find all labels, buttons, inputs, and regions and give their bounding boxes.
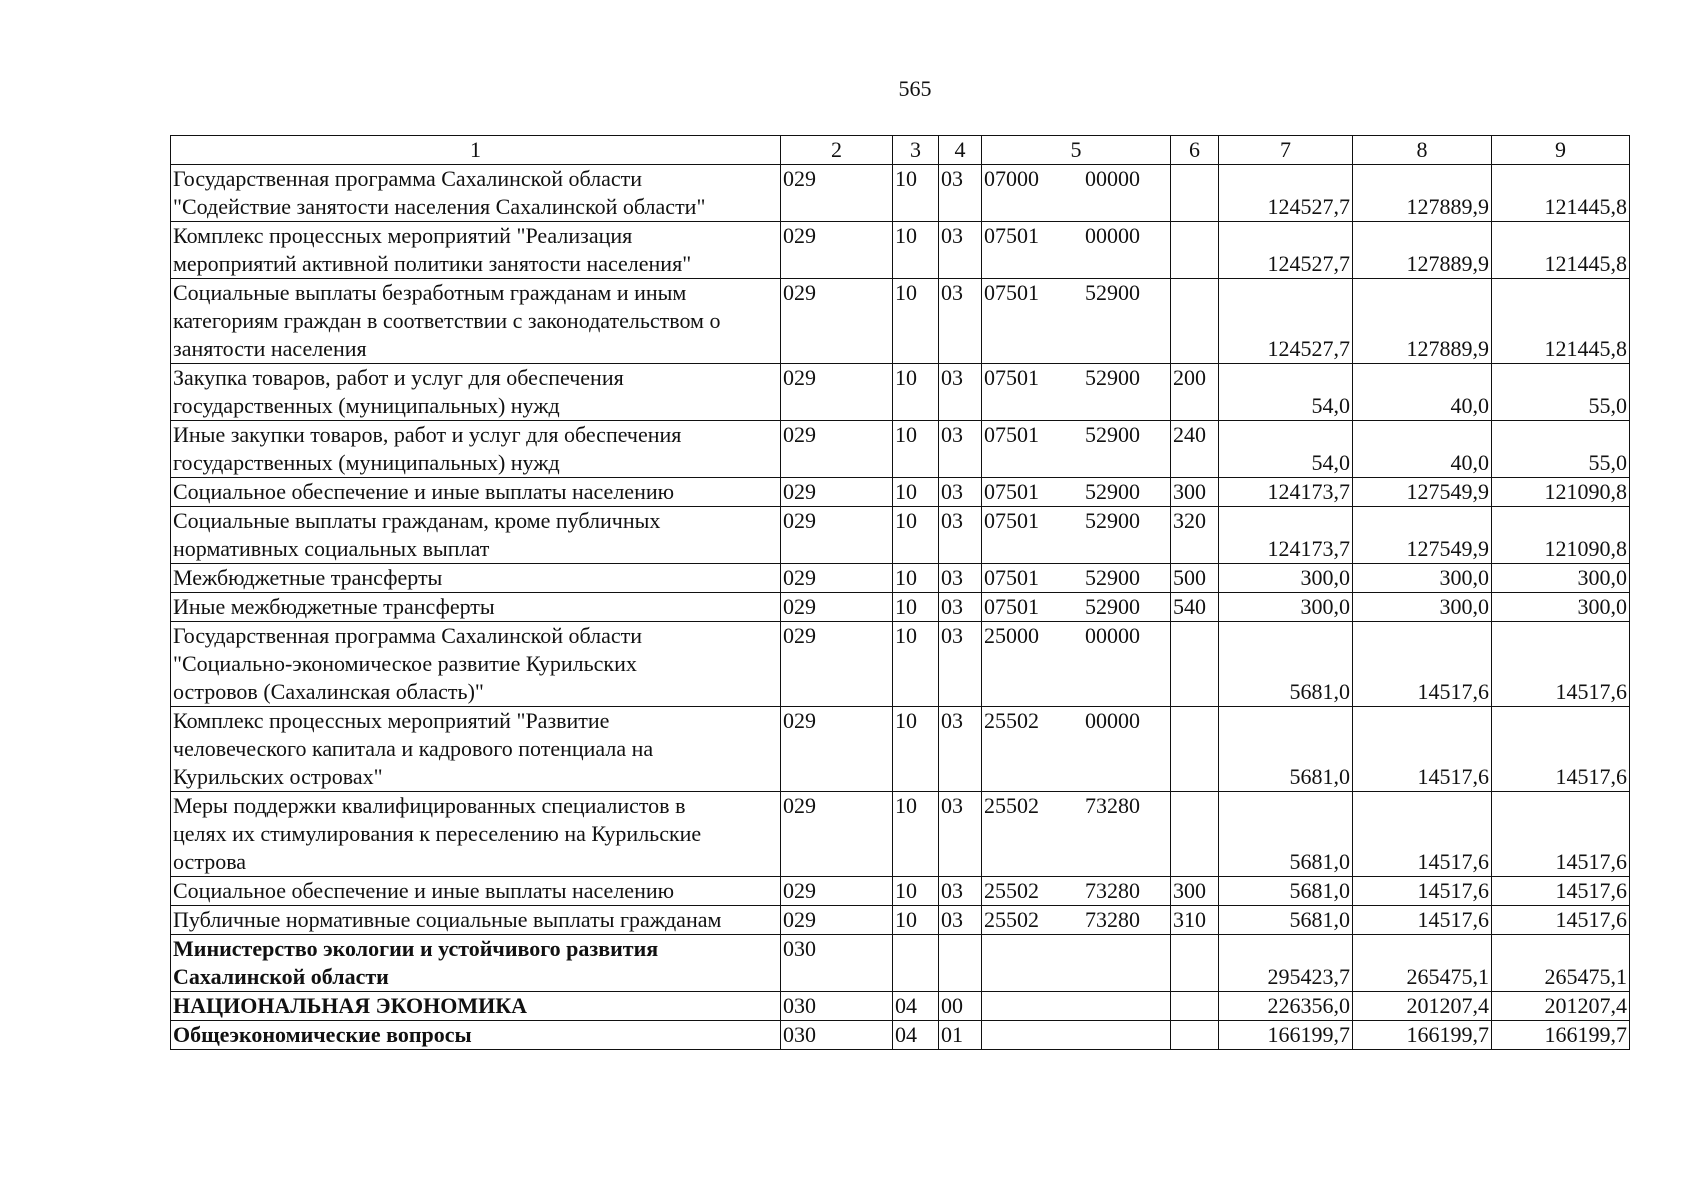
target-article	[982, 364, 1171, 421]
expense-type-code	[1171, 992, 1219, 1021]
subsection-code: 03	[939, 906, 982, 935]
table-row	[171, 593, 1630, 622]
subsection-code: 00	[939, 992, 982, 1021]
subsection-code: 03	[939, 421, 982, 478]
row-name-line: мероприятий активной политики занятости населения"	[173, 251, 692, 276]
row-name-line: категориям граждан в соответствии с законодательством о	[173, 308, 721, 333]
target-article-direction: 52900	[1085, 365, 1140, 390]
row-name-line: Комплекс процессных мероприятий "Развитие	[173, 708, 610, 733]
subsection-code	[939, 935, 982, 992]
section-code: 10	[893, 622, 939, 707]
target-article	[982, 165, 1171, 222]
expense-type-code: 200	[1171, 364, 1219, 421]
grbs-code: 029	[781, 222, 893, 279]
table-row	[171, 1021, 1630, 1050]
subsection-code: 03	[939, 279, 982, 364]
amount-col-9: 201207,4	[1492, 992, 1630, 1021]
amount-col-9: 14517,6	[1492, 906, 1630, 935]
row-name-line: Межбюджетные трансферты	[173, 565, 443, 590]
target-article-program: 25502	[984, 708, 1039, 733]
amount-col-8: 127889,9	[1353, 165, 1492, 222]
section-code	[893, 935, 939, 992]
expense-type-code	[1171, 222, 1219, 279]
header-cell: 6	[1171, 136, 1219, 165]
target-article-direction: 00000	[1085, 166, 1140, 191]
amount-col-9: 55,0	[1492, 421, 1630, 478]
expense-type-code: 300	[1171, 877, 1219, 906]
row-name-line: Меры поддержки квалифицированных специалистов в	[173, 793, 686, 818]
target-article	[982, 478, 1171, 507]
amount-col-9: 265475,1	[1492, 935, 1630, 992]
target-article-direction: 00000	[1085, 623, 1140, 648]
table-row	[171, 707, 1630, 792]
grbs-code: 029	[781, 421, 893, 478]
grbs-code: 029	[781, 792, 893, 877]
page-number: 565	[898, 76, 932, 101]
target-article-direction: 52900	[1085, 422, 1140, 447]
amount-col-9: 300,0	[1492, 593, 1630, 622]
amount-col-9: 121445,8	[1492, 165, 1630, 222]
expense-type-code: 500	[1171, 564, 1219, 593]
target-article-direction: 52900	[1085, 479, 1140, 504]
row-name-line: Министерство экологии и устойчивого развития	[173, 936, 659, 961]
section-code: 10	[893, 364, 939, 421]
row-name	[171, 593, 781, 622]
amount-col-7: 124173,7	[1219, 507, 1353, 564]
row-name	[171, 222, 781, 279]
target-article	[982, 279, 1171, 364]
expense-type-code: 300	[1171, 478, 1219, 507]
target-article-program: 25000	[984, 623, 1039, 648]
target-article	[982, 707, 1171, 792]
row-name-line: "Содействие занятости населения Сахалинской области"	[173, 194, 706, 219]
grbs-code: 030	[781, 1021, 893, 1050]
table-row	[171, 222, 1630, 279]
row-name	[171, 279, 781, 364]
row-name	[171, 165, 781, 222]
header-cell: 4	[939, 136, 982, 165]
amount-col-8: 127549,9	[1353, 507, 1492, 564]
amount-col-8: 127889,9	[1353, 222, 1492, 279]
section-code: 10	[893, 165, 939, 222]
amount-col-7: 300,0	[1219, 564, 1353, 593]
table-row	[171, 165, 1630, 222]
target-article	[982, 877, 1171, 906]
expense-type-code	[1171, 165, 1219, 222]
target-article	[982, 906, 1171, 935]
target-article-direction: 52900	[1085, 594, 1140, 619]
amount-col-9: 14517,6	[1492, 792, 1630, 877]
amount-col-7: 124527,7	[1219, 165, 1353, 222]
grbs-code: 029	[781, 165, 893, 222]
amount-col-8: 40,0	[1353, 364, 1492, 421]
target-article	[982, 564, 1171, 593]
target-article-direction: 00000	[1085, 223, 1140, 248]
target-article-program: 07501	[984, 365, 1039, 390]
grbs-code: 029	[781, 279, 893, 364]
expense-type-code	[1171, 622, 1219, 707]
target-article	[982, 935, 1171, 992]
amount-col-9: 300,0	[1492, 564, 1630, 593]
header-cell: 8	[1353, 136, 1492, 165]
subsection-code: 03	[939, 707, 982, 792]
expense-type-code	[1171, 792, 1219, 877]
table-row	[171, 906, 1630, 935]
amount-col-9: 14517,6	[1492, 622, 1630, 707]
expense-type-code	[1171, 1021, 1219, 1050]
amount-col-8: 14517,6	[1353, 622, 1492, 707]
header-cell: 3	[893, 136, 939, 165]
amount-col-9: 55,0	[1492, 364, 1630, 421]
target-article-program: 25502	[984, 907, 1039, 932]
row-name-line: Социальные выплаты гражданам, кроме публичных	[173, 508, 661, 533]
amount-col-9: 121445,8	[1492, 279, 1630, 364]
target-article-program: 07501	[984, 508, 1039, 533]
section-code: 10	[893, 877, 939, 906]
section-code: 10	[893, 792, 939, 877]
target-article-program: 07501	[984, 479, 1039, 504]
subsection-code: 03	[939, 622, 982, 707]
table-row	[171, 279, 1630, 364]
subsection-code: 03	[939, 507, 982, 564]
target-article-direction: 52900	[1085, 508, 1140, 533]
row-name-line: нормативных социальных выплат	[173, 536, 490, 561]
amount-col-8: 14517,6	[1353, 707, 1492, 792]
row-name-line: Курильских островах"	[173, 764, 383, 789]
target-article-direction: 73280	[1085, 878, 1140, 903]
amount-col-7: 5681,0	[1219, 792, 1353, 877]
table-row	[171, 622, 1630, 707]
subsection-code: 03	[939, 222, 982, 279]
amount-col-7: 5681,0	[1219, 707, 1353, 792]
expense-type-code: 540	[1171, 593, 1219, 622]
table-row	[171, 792, 1630, 877]
row-name-line: занятости населения	[173, 336, 367, 361]
amount-col-7: 54,0	[1219, 364, 1353, 421]
table-body	[171, 165, 1630, 1050]
row-name-line: "Социально-экономическое развитие Курильских	[173, 651, 637, 676]
target-article-direction: 52900	[1085, 280, 1140, 305]
subsection-code: 03	[939, 877, 982, 906]
grbs-code: 029	[781, 622, 893, 707]
row-name-line: Сахалинской области	[173, 964, 389, 989]
amount-col-7: 124527,7	[1219, 279, 1353, 364]
section-code: 10	[893, 707, 939, 792]
row-name-line: Общеэкономические вопросы	[173, 1022, 472, 1047]
row-name-line: Закупка товаров, работ и услуг для обеспечения	[173, 365, 624, 390]
grbs-code: 030	[781, 992, 893, 1021]
row-name-line: Иные закупки товаров, работ и услуг для обеспечения	[173, 422, 682, 447]
amount-col-8: 127549,9	[1353, 478, 1492, 507]
table-row	[171, 935, 1630, 992]
row-name-line: Государственная программа Сахалинской области	[173, 623, 643, 648]
subsection-code: 03	[939, 564, 982, 593]
amount-col-9: 121445,8	[1492, 222, 1630, 279]
header-cell: 5	[982, 136, 1171, 165]
budget-table	[170, 135, 1630, 1050]
target-article-program: 07501	[984, 223, 1039, 248]
amount-col-8: 14517,6	[1353, 792, 1492, 877]
header-cell: 1	[171, 136, 781, 165]
expense-type-code: 310	[1171, 906, 1219, 935]
table-row	[171, 992, 1630, 1021]
target-article	[982, 1021, 1171, 1050]
amount-col-7: 295423,7	[1219, 935, 1353, 992]
target-article	[982, 593, 1171, 622]
grbs-code: 029	[781, 906, 893, 935]
section-code: 10	[893, 507, 939, 564]
amount-col-7: 5681,0	[1219, 906, 1353, 935]
row-name-line: НАЦИОНАЛЬНАЯ ЭКОНОМИКА	[173, 993, 528, 1018]
amount-col-8: 300,0	[1353, 564, 1492, 593]
grbs-code: 029	[781, 507, 893, 564]
table-row	[171, 421, 1630, 478]
row-name-line: Комплекс процессных мероприятий "Реализация	[173, 223, 633, 248]
row-name	[171, 992, 781, 1021]
row-name-line: Социальное обеспечение и иные выплаты населению	[173, 878, 675, 903]
amount-col-8: 201207,4	[1353, 992, 1492, 1021]
row-name	[171, 935, 781, 992]
amount-col-7: 5681,0	[1219, 877, 1353, 906]
amount-col-7: 166199,7	[1219, 1021, 1353, 1050]
row-name-line: Социальные выплаты безработным гражданам и иным	[173, 280, 687, 305]
amount-col-9: 14517,6	[1492, 707, 1630, 792]
target-article	[982, 421, 1171, 478]
expense-type-code	[1171, 707, 1219, 792]
row-name-line: целях их стимулирования к переселению на Курильские	[173, 821, 702, 846]
target-article-program: 07501	[984, 565, 1039, 590]
row-name-line: Публичные нормативные социальные выплаты гражданам	[173, 907, 722, 932]
row-name	[171, 364, 781, 421]
row-name	[171, 707, 781, 792]
table-row	[171, 877, 1630, 906]
expense-type-code: 240	[1171, 421, 1219, 478]
target-article-direction: 73280	[1085, 907, 1140, 932]
row-name	[171, 507, 781, 564]
row-name	[171, 478, 781, 507]
row-name	[171, 421, 781, 478]
target-article-direction: 52900	[1085, 565, 1140, 590]
subsection-code: 03	[939, 364, 982, 421]
target-article-direction: 00000	[1085, 708, 1140, 733]
row-name	[171, 622, 781, 707]
header-cell: 2	[781, 136, 893, 165]
grbs-code: 029	[781, 877, 893, 906]
section-code: 10	[893, 906, 939, 935]
target-article-program: 07501	[984, 594, 1039, 619]
row-name-line: государственных (муниципальных) нужд	[173, 450, 560, 475]
grbs-code: 029	[781, 478, 893, 507]
expense-type-code	[1171, 935, 1219, 992]
target-article-direction: 73280	[1085, 793, 1140, 818]
header-cell: 9	[1492, 136, 1630, 165]
expense-type-code: 320	[1171, 507, 1219, 564]
header-cell: 7	[1219, 136, 1353, 165]
row-name	[171, 1021, 781, 1050]
grbs-code: 029	[781, 564, 893, 593]
target-article	[982, 792, 1171, 877]
target-article-program: 25502	[984, 793, 1039, 818]
amount-col-8: 265475,1	[1353, 935, 1492, 992]
section-code: 10	[893, 421, 939, 478]
target-article	[982, 507, 1171, 564]
amount-col-8: 300,0	[1353, 593, 1492, 622]
grbs-code: 029	[781, 593, 893, 622]
row-name-line: Иные межбюджетные трансферты	[173, 594, 495, 619]
amount-col-9: 121090,8	[1492, 507, 1630, 564]
table-row	[171, 564, 1630, 593]
grbs-code: 029	[781, 707, 893, 792]
amount-col-9: 14517,6	[1492, 877, 1630, 906]
subsection-code: 01	[939, 1021, 982, 1050]
target-article-program: 25502	[984, 878, 1039, 903]
subsection-code: 03	[939, 478, 982, 507]
amount-col-9: 121090,8	[1492, 478, 1630, 507]
amount-col-8: 166199,7	[1353, 1021, 1492, 1050]
section-code: 10	[893, 279, 939, 364]
target-article-program: 07501	[984, 280, 1039, 305]
header-row	[171, 136, 1630, 165]
subsection-code: 03	[939, 792, 982, 877]
amount-col-7: 124527,7	[1219, 222, 1353, 279]
section-code: 04	[893, 1021, 939, 1050]
amount-col-8: 14517,6	[1353, 906, 1492, 935]
row-name	[171, 877, 781, 906]
target-article	[982, 992, 1171, 1021]
target-article-program: 07501	[984, 422, 1039, 447]
row-name-line: человеческого капитала и кадрового потенциала на	[173, 736, 654, 761]
amount-col-7: 300,0	[1219, 593, 1353, 622]
amount-col-8: 127889,9	[1353, 279, 1492, 364]
expense-type-code	[1171, 279, 1219, 364]
row-name-line: Государственная программа Сахалинской области	[173, 166, 643, 191]
row-name	[171, 564, 781, 593]
subsection-code: 03	[939, 593, 982, 622]
section-code: 04	[893, 992, 939, 1021]
row-name-line: островов (Сахалинская область)"	[173, 679, 484, 704]
amount-col-9: 166199,7	[1492, 1021, 1630, 1050]
subsection-code: 03	[939, 165, 982, 222]
amount-col-7: 5681,0	[1219, 622, 1353, 707]
grbs-code: 029	[781, 364, 893, 421]
table-row	[171, 364, 1630, 421]
grbs-code: 030	[781, 935, 893, 992]
amount-col-7: 226356,0	[1219, 992, 1353, 1021]
amount-col-7: 54,0	[1219, 421, 1353, 478]
row-name-line: государственных (муниципальных) нужд	[173, 393, 560, 418]
table-row	[171, 507, 1630, 564]
section-code: 10	[893, 593, 939, 622]
section-code: 10	[893, 478, 939, 507]
row-name	[171, 792, 781, 877]
target-article	[982, 622, 1171, 707]
amount-col-7: 124173,7	[1219, 478, 1353, 507]
row-name	[171, 906, 781, 935]
row-name-line: Социальное обеспечение и иные выплаты населению	[173, 479, 675, 504]
row-name-line: острова	[173, 849, 247, 874]
amount-col-8: 40,0	[1353, 421, 1492, 478]
target-article-program: 07000	[984, 166, 1039, 191]
section-code: 10	[893, 564, 939, 593]
target-article	[982, 222, 1171, 279]
section-code: 10	[893, 222, 939, 279]
table-row	[171, 478, 1630, 507]
amount-col-8: 14517,6	[1353, 877, 1492, 906]
